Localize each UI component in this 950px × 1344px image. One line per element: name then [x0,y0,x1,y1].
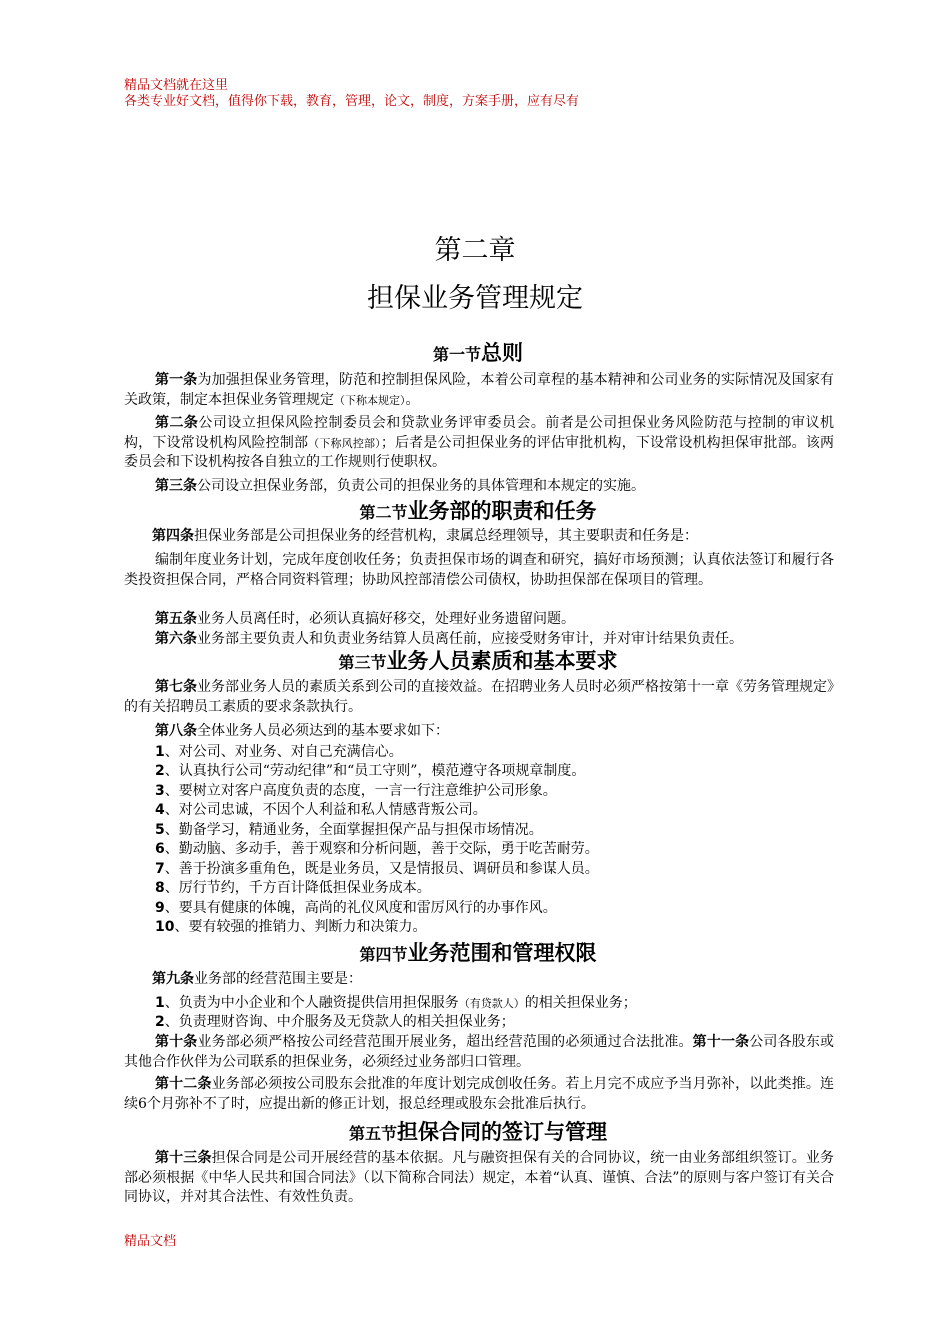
section-number: 第五节 [348,1124,397,1143]
article-text: 业务部主要负责人和负责业务结算人员离任前，应接受财务审计，并对审计结果负责任。 [197,631,743,647]
article-8 [124,722,834,742]
list-item-text: 、对公司、对业务、对自己充满信心。 [164,744,403,760]
section-title: 业务人员素质和基本要求 [386,649,618,673]
list-item-number: 8 [155,880,165,896]
list-item-number: 3 [155,783,165,799]
header-line-1: 精品文档就在这里 [124,78,229,93]
list-item-number: 2 [155,1014,165,1030]
list-item [155,918,835,938]
list-item-text-tail: 的相关担保业务； [524,995,637,1011]
list-item-text: 、厉行节约，千方百计降低担保业务成本。 [164,880,431,896]
article-4-detail: 编制年度业务计划，完成年度创收任务；负责担保市场的调查和研究，搞好市场预测；认真依法签订和履行各类投资担保合同，严格合同资料管理；协助风控部清偿公司债权，协助担保部在保项目的管理。 [124,552,834,588]
article-text: 公司设立担保业务部，负责公司的担保业务的具体管理和本规定的实施。 [197,478,645,494]
list-item [155,1013,835,1033]
article-12 [124,1075,834,1114]
article-note: （下称本规定） [334,393,406,407]
list-item [155,994,835,1014]
article-3 [124,477,834,497]
article-text: 担保合同是公司开展经营的基本依据。凡与融资担保有关的合同协议，统一由业务部组织签订。业务部必须根据《中华人民共和国合同法》（以下简称合同法）规定，本着“认真、谨慎、合法”的原则与客户签订有关合同协议，并对其合法性、有效性负责。 [124,1150,835,1205]
article-2 [124,414,834,473]
list-item-note: （有贷款人） [458,997,525,1010]
article-7 [124,678,834,717]
list-item [155,860,835,880]
list-item [155,899,835,919]
list-item-text: 、勤动脑、多动手，善于观察和分析问题，善于交际，勇于吃苦耐劳。 [164,841,599,857]
list-item-number: 10 [155,919,175,935]
section-heading-4 [124,939,832,969]
list-item [155,801,835,821]
list-item-text: 、对公司忠诚，不因个人利益和私人情感背叛公司。 [164,802,487,818]
section-title: 总则 [481,341,523,365]
article-1 [124,371,834,410]
article-text: 担保业务部是公司担保业务的经营机构，隶属总经理领导，其主要职责和任务是： [194,528,698,544]
list-item-text: 、要具有健康的体魄，高尚的礼仪风度和雷厉风行的办事作风。 [164,900,557,916]
article-text: 全体业务人员必须达到的基本要求如下： [197,723,449,739]
list-item-number: 6 [155,841,165,857]
article-text: 公司设立担保风险控制委员会和贷款业务评审委员会。前者是公司担保业务风险防范与控制的审议机构，下设常设机构风险控制部 [124,415,835,451]
section-number: 第一节 [432,345,481,364]
article-text: 业务部必须按公司股东会批准的年度计划完成创收任务。若上月完不成应予当月弥补，以此类推。连续6个月弥补不了时，应提出新的修正计划，报总经理或股东会批准后执行。 [124,1076,835,1112]
article-text: 业务人员离任时，必须认真搞好移交，处理好业务遗留问题。 [197,611,575,627]
list-item-number: 9 [155,900,165,916]
section-number: 第四节 [359,945,408,964]
article-label: 第二条 [155,415,199,431]
chapter-number: 第二章 [434,235,516,266]
list-item-text: 、认真执行公司“劳动纪律”和“员工守则”，模范遵守各项规章制度。 [164,763,586,779]
list-item-text: 、勤备学习，精通业务，全面掌握担保产品与担保市场情况。 [164,822,543,838]
article-13 [124,1149,834,1208]
footer-text: 精品文档 [124,1234,177,1249]
article-text: 为加强担保业务管理，防范和控制担保风险，本着公司章程的基本精神和公司业务的实际情况及国家有关政策，制定本担保业务管理规定 [124,372,835,408]
list-item-number: 7 [155,861,165,877]
article-5 [124,610,834,630]
article-label: 第一条 [155,372,198,388]
list-item-number: 2 [155,763,165,779]
section-number: 第三节 [338,653,387,672]
section-title: 业务部的职责和任务 [407,499,597,523]
list-item-text: 、负责理财咨询、中介服务及无贷款人的相关担保业务； [164,1014,515,1030]
article-text-tail: 。 [405,391,420,408]
list-item [155,782,835,802]
list-item-number: 5 [155,822,165,838]
section-heading-3 [124,647,832,677]
article-label: 第三条 [155,478,197,494]
article-label: 第七条 [155,679,197,695]
chapter-title: 担保业务管理规定 [367,283,583,314]
article-9 [124,970,834,990]
list-item [155,821,835,841]
list-item-number: 4 [155,802,165,818]
list-item-number: 1 [155,744,165,760]
article-label: 第六条 [155,631,197,647]
article-text: 业务部的经营范围主要是： [194,971,362,987]
article-label: 第五条 [155,611,197,627]
list-item-text: 、负责为中小企业和个人融资提供信用担保服务 [164,995,459,1011]
article-text: 业务部业务人员的素质关系到公司的直接效益。在招聘业务人员时必须严格按第十一章《劳务管理规定》的有关招聘员工素质的要求条款执行。 [124,679,834,715]
section-title: 业务范围和管理权限 [407,941,597,965]
article-note: （下称风控部） [308,436,381,450]
list-item [155,840,835,860]
article-4 [124,527,834,547]
header-line-2: 各类专业好文档，值得你下载，教育，管理，论文，制度，方案手册，应有尽有 [124,94,580,109]
article-label: 第十条 [155,1034,198,1050]
article-text-tail: ；后者是公司担保业务的评估审批机构，下设常设机构担保审批部。该两委员会和下设机构按各自独立的工作规则行使职权。 [124,434,835,470]
article-label: 第四条 [152,528,194,544]
section-number: 第二节 [359,503,408,522]
article-label: 第十二条 [155,1076,212,1092]
article-label: 第九条 [152,971,194,987]
article-10-11 [124,1033,834,1072]
article-text: 公司各股东或其他合作伙伴为公司联系的担保业务，必须经过业务部归口管理。 [124,1034,835,1070]
list-item [155,762,835,782]
list-item [155,743,835,763]
section-heading-2 [124,497,832,527]
list-item-text: 、善于扮演多重角色，既是业务员，又是情报员、调研员和参谋人员。 [164,861,599,877]
article-label: 第十三条 [155,1150,212,1166]
section-heading-1 [124,339,832,369]
article-text: 业务部必须严格按公司经营范围开展业务，超出经营范围的必须通过合法批准。 [197,1034,693,1050]
list-item-text: 、要树立对客户高度负责的态度，一言一行注意维护公司形象。 [164,783,557,799]
section-title: 担保合同的签订与管理 [397,1120,607,1144]
list-item-number: 1 [155,995,165,1011]
article-label: 第十一条 [692,1034,750,1050]
list-item-text: 、要有较强的推销力、判断力和决策力。 [174,919,427,935]
article-label: 第八条 [155,723,197,739]
list-item [155,879,835,899]
section-heading-5 [124,1118,832,1148]
